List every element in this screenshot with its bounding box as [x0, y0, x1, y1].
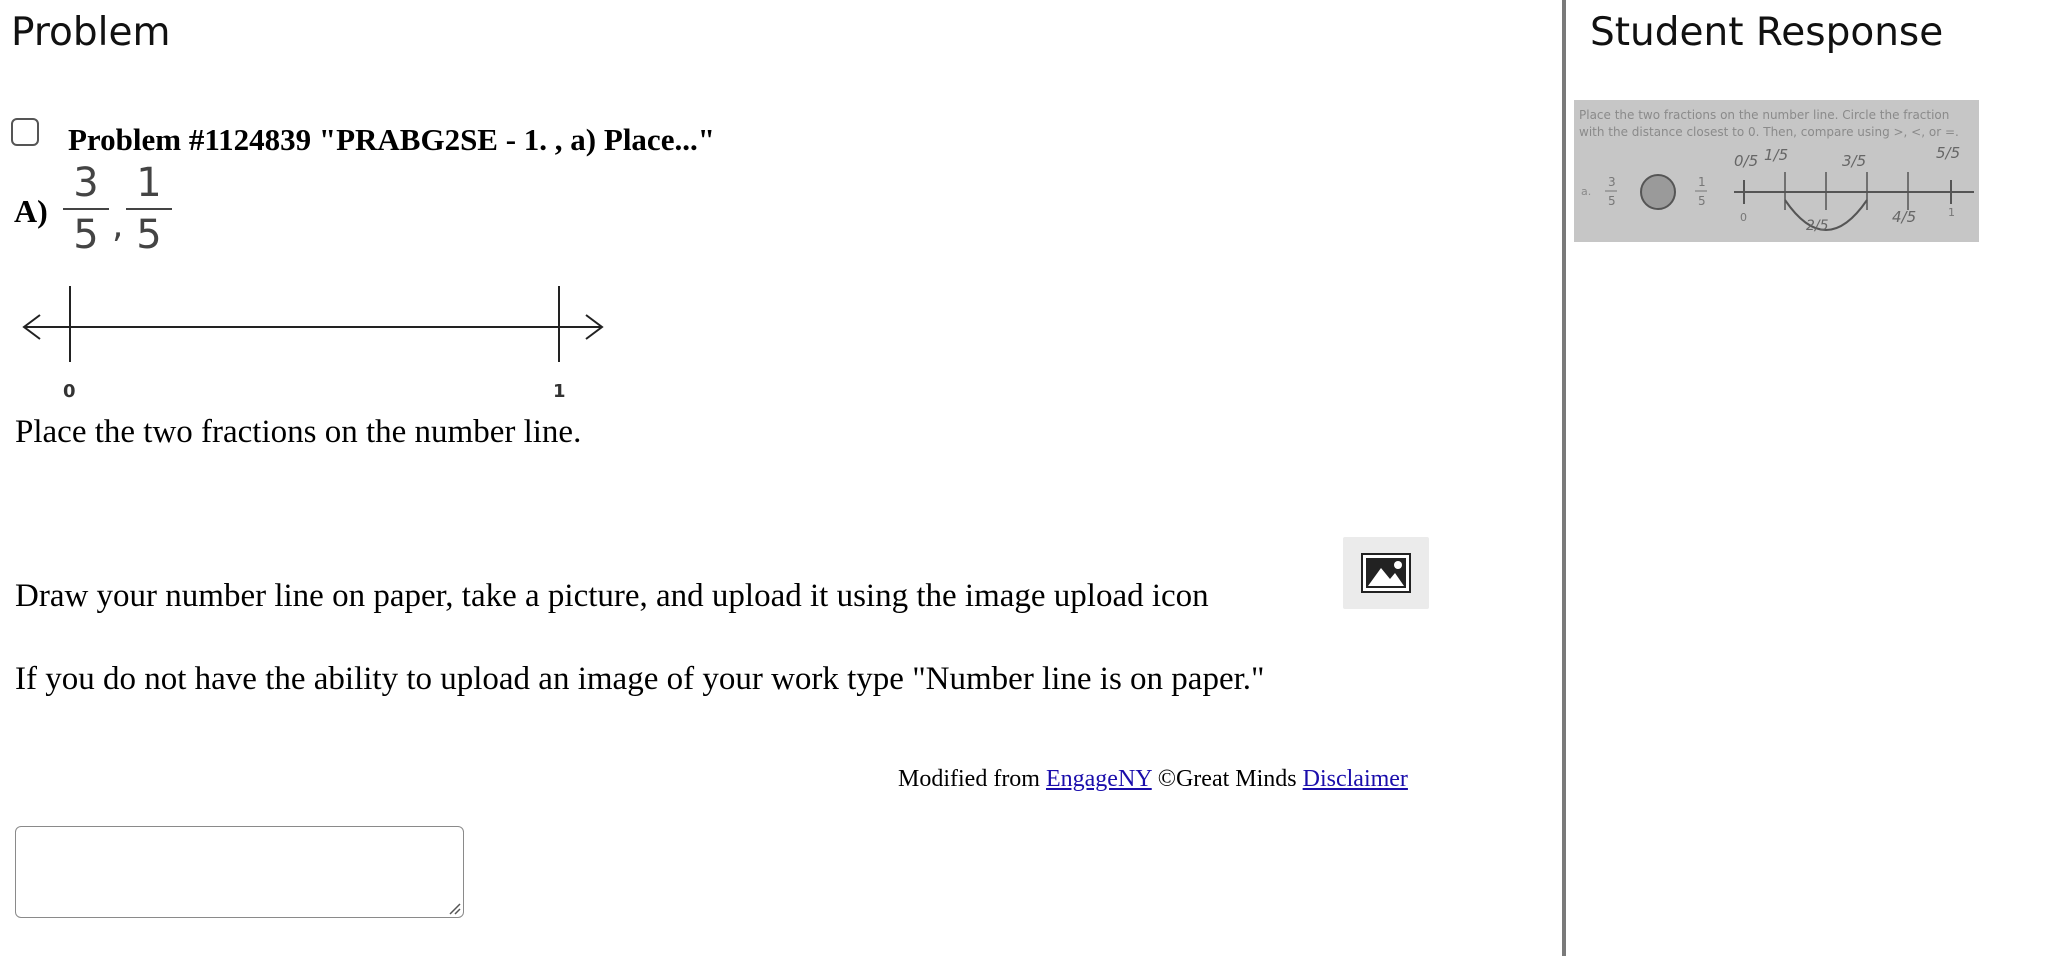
attribution-copyright: ©Great Minds [1157, 766, 1297, 792]
fraction-numerator: 3 [73, 160, 99, 206]
response-item-label: a. [1581, 185, 1592, 198]
response-hand-label: 2/5 [1806, 218, 1829, 234]
problem-panel-title: Problem [11, 10, 171, 55]
resize-handle-icon[interactable] [447, 901, 461, 915]
engageny-link[interactable]: EngageNY [1045, 766, 1152, 792]
fraction-three-fifths [61, 160, 111, 258]
instruction-no-upload: If you do not have the ability to upload an image of your work type "Number line is on paper." [15, 661, 1265, 697]
response-frac-a-den: 5 [1608, 194, 1616, 208]
attribution-prefix: Modified from [898, 766, 1040, 792]
response-hand-label: 3/5 [1842, 152, 1867, 170]
image-upload-icon[interactable] [1343, 537, 1429, 609]
number-line-diagram [20, 282, 610, 362]
response-hand-label: 1/5 [1764, 146, 1789, 164]
answer-input[interactable] [15, 826, 464, 918]
response-hand-label: 0/5 [1734, 152, 1759, 170]
response-frac-b-den: 5 [1698, 194, 1706, 208]
instruction-upload: Draw your number line on paper, take a picture, and upload it using the image upload icon [15, 578, 1209, 614]
part-label: A) [14, 193, 48, 229]
student-response-image[interactable] [1574, 100, 1979, 242]
fraction-numerator: 1 [136, 160, 162, 206]
response-printed-line-1: Place the two fractions on the number line. Circle the fraction [1579, 108, 1950, 122]
fraction-denominator: 5 [73, 212, 99, 258]
instruction-place-fractions: Place the two fractions on the number line. [15, 414, 582, 450]
student-response-panel [1566, 0, 2062, 956]
fraction-one-fifth [124, 160, 174, 258]
problem-id-label: Problem #1124839 "PRABG2SE - 1. , a) Place..." [68, 122, 715, 157]
fraction-bar [126, 208, 172, 210]
fraction-bar [63, 208, 109, 210]
fraction-denominator: 5 [136, 212, 162, 258]
problem-checkbox[interactable] [11, 118, 39, 146]
response-circled-answer [1641, 175, 1675, 209]
response-frac-b-num: 1 [1698, 175, 1706, 189]
response-hand-label: 5/5 [1936, 144, 1961, 162]
attribution [898, 766, 1408, 793]
disclaimer-link[interactable]: Disclaimer [1302, 766, 1408, 792]
response-tick-0: 0 [1740, 211, 1747, 224]
response-printed-line-2: with the distance closest to 0. Then, compare using >, <, or =. [1579, 125, 1959, 139]
response-hand-label: 4/5 [1892, 208, 1917, 226]
number-line-label-end: 1 [553, 381, 566, 402]
response-frac-a-num: 3 [1608, 175, 1616, 189]
number-line-label-start: 0 [63, 381, 76, 402]
fraction-separator: , [112, 205, 124, 246]
student-response-title: Student Response [1590, 10, 1944, 55]
response-tick-1: 1 [1948, 206, 1955, 219]
